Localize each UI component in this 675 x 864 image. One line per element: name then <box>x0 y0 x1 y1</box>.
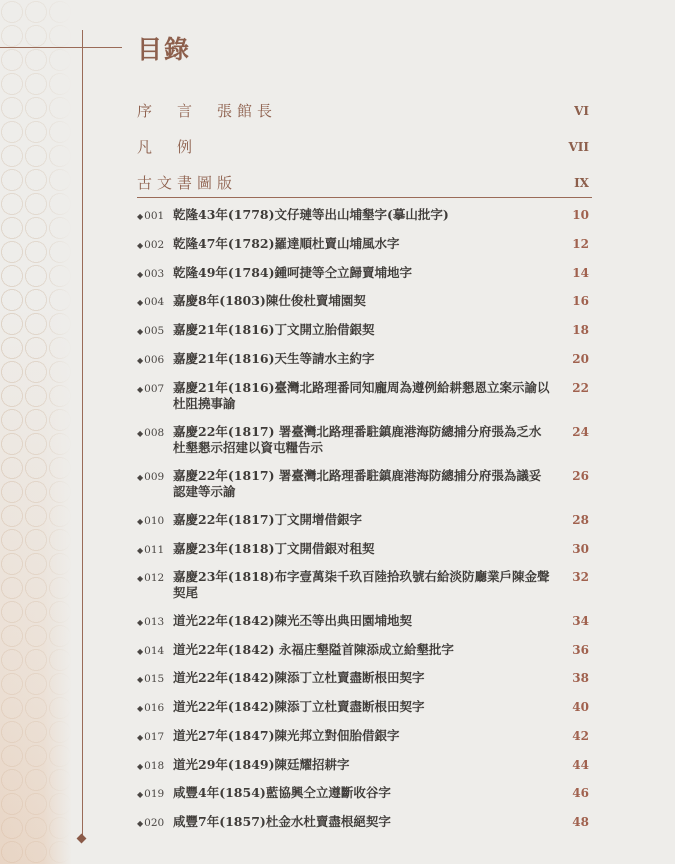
entry-page: 42 <box>572 729 589 743</box>
entry-page: 48 <box>572 815 589 829</box>
section-page: VII <box>568 140 589 154</box>
entry-number: ◆001 <box>137 210 165 222</box>
entry-title: 道光27年(1847)陳光邦立對佃胎借銀字 <box>173 728 400 743</box>
bullet-diamond-icon: ◆ <box>137 356 144 365</box>
entry-number: ◆011 <box>137 544 165 556</box>
entry-number: ◆019 <box>137 788 165 800</box>
entry-number: ◆004 <box>137 296 165 308</box>
entry-page: 40 <box>572 700 589 714</box>
entry-title: 嘉慶23年(1818)丁文開借銀对租契 <box>173 541 375 556</box>
entry-number: ◆016 <box>137 702 165 714</box>
entry-page: 36 <box>572 643 589 657</box>
entry-title: 道光29年(1849)陳廷耀招耕字 <box>173 757 350 772</box>
entry-title: 道光22年(1842)陳光丕等出典田園埔地契 <box>173 613 413 628</box>
entry-page: 46 <box>572 786 589 800</box>
section-page: VI <box>574 104 589 118</box>
bullet-diamond-icon: ◆ <box>137 790 144 799</box>
bullet-diamond-icon: ◆ <box>137 385 144 394</box>
page-title: 目錄 <box>137 35 192 64</box>
bullet-diamond-icon: ◆ <box>137 298 144 307</box>
entry-title: 乾隆47年(1782)羅達順杜賣山埔風水字 <box>173 236 400 251</box>
entry-title: 嘉慶21年(1816)臺灣北路理番同知龐周為遵例給耕懇恩立案示諭以杜阻撓事諭 <box>173 380 550 411</box>
entry-number: ◆020 <box>137 817 165 829</box>
entry-page: 14 <box>572 266 589 280</box>
bullet-diamond-icon: ◆ <box>137 618 144 627</box>
section-divider <box>137 197 592 198</box>
section-label: 凡 例 <box>137 138 198 156</box>
entry-title: 乾隆43年(1778)文仔璉等出山埔墾字(摹山批字) <box>173 207 449 222</box>
bullet-diamond-icon: ◆ <box>137 762 144 771</box>
bullet-diamond-icon: ◆ <box>137 675 144 684</box>
bullet-diamond-icon: ◆ <box>137 704 144 713</box>
entry-number: ◆007 <box>137 383 165 395</box>
bullet-diamond-icon: ◆ <box>137 647 144 656</box>
bullet-diamond-icon: ◆ <box>137 270 144 279</box>
entry-title: 道光22年(1842)陳添丁立杜賣盡断根田契字 <box>173 670 425 685</box>
entry-title: 嘉慶22年(1817)丁文開增借銀字 <box>173 512 363 527</box>
entry-number: ◆013 <box>137 616 165 628</box>
entry-title: 嘉慶22年(1817) 署臺灣北路理番駐鎮鹿港海防總捕分府張為議妥認建等示諭 <box>173 468 542 499</box>
bullet-diamond-icon: ◆ <box>137 429 144 438</box>
entry-number: ◆008 <box>137 427 165 439</box>
entry-page: 22 <box>572 381 589 395</box>
entry-page: 34 <box>572 614 589 628</box>
entry-title: 咸豐4年(1854)藍協興仝立遵斷收谷字 <box>173 785 391 800</box>
entry-page: 38 <box>572 671 589 685</box>
entry-title: 咸豐7年(1857)杜金水杜賣盡根絕契字 <box>173 814 391 829</box>
bullet-diamond-icon: ◆ <box>137 819 144 828</box>
section-label: 古文書圖版 <box>137 174 238 192</box>
entry-title: 乾隆49年(1784)鍾呵捷等仝立歸賣埔地字 <box>173 265 413 280</box>
entry-number: ◆010 <box>137 515 165 527</box>
bullet-diamond-icon: ◆ <box>137 241 144 250</box>
entry-number: ◆005 <box>137 325 165 337</box>
entry-page: 26 <box>572 469 589 483</box>
section-page: IX <box>574 176 589 190</box>
section-label: 序 言 張館長 <box>137 102 278 120</box>
entry-title: 嘉慶21年(1816)天生等請水主約字 <box>173 351 375 366</box>
entry-page: 18 <box>572 323 589 337</box>
toc-section[interactable] <box>137 172 592 198</box>
entry-page: 24 <box>572 425 589 439</box>
entry-title: 嘉慶8年(1803)陳仕俊杜賣埔園契 <box>173 293 366 308</box>
bullet-diamond-icon: ◆ <box>137 574 144 583</box>
entry-number: ◆018 <box>137 760 165 772</box>
entry-number: ◆006 <box>137 354 165 366</box>
bullet-diamond-icon: ◆ <box>137 546 144 555</box>
entry-title: 道光22年(1842) 永福庄墾隘首陳添成立給墾批字 <box>173 642 454 657</box>
entry-number: ◆014 <box>137 645 165 657</box>
entry-number: ◆017 <box>137 731 165 743</box>
entry-number: ◆003 <box>137 268 165 280</box>
bullet-diamond-icon: ◆ <box>137 473 144 482</box>
entry-page: 30 <box>572 542 589 556</box>
entry-title: 道光22年(1842)陳添丁立杜賣盡断根田契字 <box>173 699 425 714</box>
toc-section[interactable] <box>137 100 592 126</box>
decorative-pattern <box>0 0 72 864</box>
entry-page: 28 <box>572 513 589 527</box>
entry-number: ◆012 <box>137 572 165 584</box>
bullet-diamond-icon: ◆ <box>137 212 144 221</box>
entry-title: 嘉慶21年(1816)丁文開立胎借銀契 <box>173 322 375 337</box>
bullet-diamond-icon: ◆ <box>137 733 144 742</box>
entry-title: 嘉慶22年(1817) 署臺灣北路理番駐鎮鹿港海防總捕分府張為乏水杜墾懇示招建以資屯糧告示 <box>173 424 542 455</box>
entry-page: 16 <box>572 294 589 308</box>
entry-number: ◆009 <box>137 471 165 483</box>
margin-rule <box>82 30 83 840</box>
entry-page: 10 <box>572 208 589 222</box>
toc-section[interactable] <box>137 136 592 162</box>
entry-number: ◆002 <box>137 239 165 251</box>
diamond-ornament-icon <box>77 834 87 844</box>
header-rule <box>0 47 122 48</box>
entry-number: ◆015 <box>137 673 165 685</box>
entry-page: 12 <box>572 237 589 251</box>
bullet-diamond-icon: ◆ <box>137 517 144 526</box>
entry-title: 嘉慶23年(1818)布字壹萬柒千玖百陸拾玖號右給淡防廳業戶陳金聲契尾 <box>173 569 550 600</box>
entry-page: 20 <box>572 352 589 366</box>
bullet-diamond-icon: ◆ <box>137 327 144 336</box>
entry-page: 32 <box>572 570 589 584</box>
entry-page: 44 <box>572 758 589 772</box>
